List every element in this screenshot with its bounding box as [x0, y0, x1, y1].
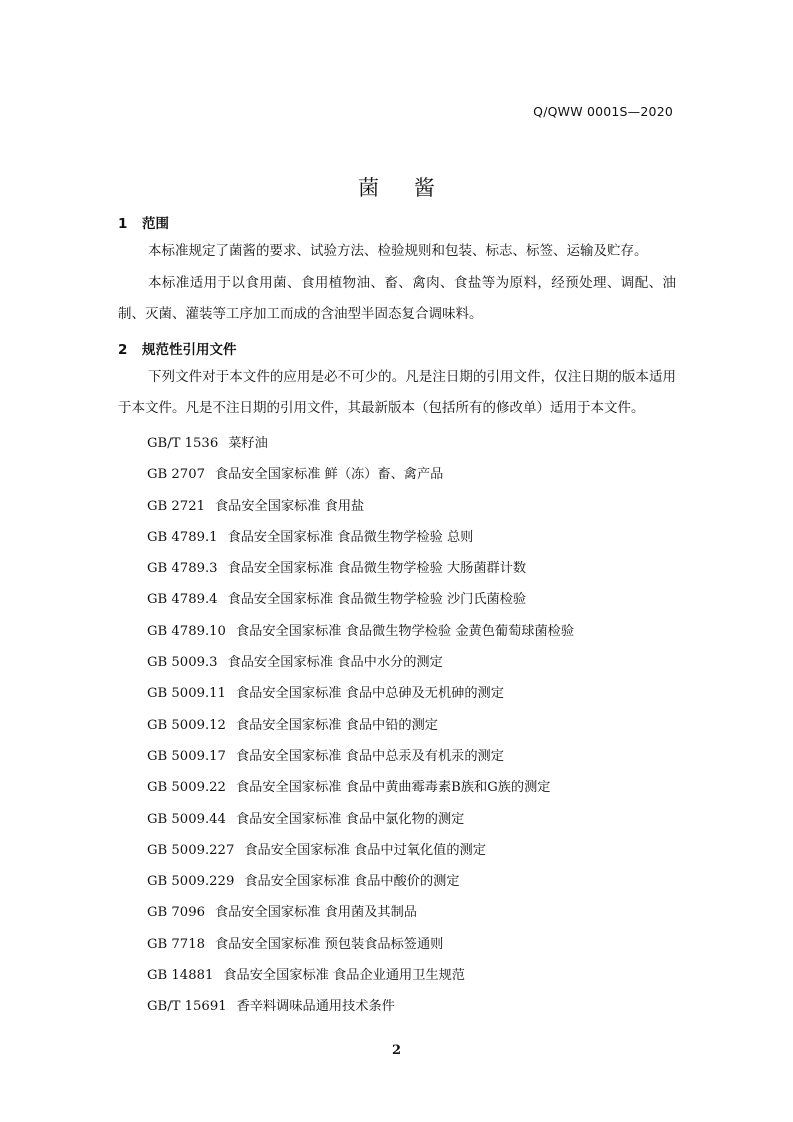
section-2-number: 2 [118, 342, 128, 358]
reference-title: 香辛料调味品通用技术条件 [236, 999, 395, 1015]
section-1-heading [118, 212, 169, 232]
reference-item [147, 522, 574, 553]
reference-title: 食品安全国家标准 食品中铅的测定 [235, 717, 438, 733]
reference-item [147, 991, 574, 1022]
reference-code: GB 7096 [147, 905, 205, 921]
reference-title: 菜籽油 [228, 436, 268, 451]
reference-item [147, 804, 574, 835]
reference-title: 食品安全国家标准 鲜（冻）畜、禽产品 [214, 467, 444, 483]
reference-item [147, 960, 574, 991]
reference-title: 食品安全国家标准 食品中黄曲霉毒素B族和G族的测定 [235, 780, 551, 796]
standard-code: Q/QWW 0001S—2020 [533, 104, 673, 119]
reference-item [147, 584, 574, 615]
page-number: 2 [391, 1043, 402, 1058]
document-title [0, 172, 793, 202]
reference-code: GB 4789.4 [147, 592, 218, 608]
reference-title: 食品安全国家标准 食品微生物学检验 沙门氏菌检验 [227, 592, 527, 608]
reference-code: GB 5009.44 [147, 811, 226, 827]
reference-code: GB 7718 [147, 936, 205, 952]
reference-code: GB 14881 [147, 968, 214, 984]
reference-code: GB 5009.22 [147, 780, 226, 796]
reference-title: 食品安全国家标准 食品微生物学检验 总则 [227, 529, 474, 545]
reference-item [147, 710, 574, 741]
title-char-1: 菌 [358, 176, 380, 200]
reference-item [147, 491, 574, 522]
reference-code: GB/T 15691 [147, 999, 227, 1015]
reference-title: 食品安全国家标准 食品企业通用卫生规范 [223, 968, 465, 984]
reference-title: 食品安全国家标准 食品微生物学检验 大肠菌群计数 [227, 561, 527, 577]
section-1-paragraph-1: 本标准规定了菌酱的要求、试验方法、检验规则和包装、标志、标签、运输及贮存。 [148, 243, 648, 259]
section-1-number: 1 [118, 216, 128, 232]
reference-item [147, 678, 574, 709]
reference-item [147, 897, 574, 928]
reference-code: GB 4789.1 [147, 529, 218, 545]
reference-title: 食品安全国家标准 食品中氯化物的测定 [235, 811, 465, 827]
section-1-paragraph-2: 本标准适用于以食用菌、食用植物油、畜、禽肉、食盐等为原料，经预处理、调配、油制、灭菌、灌装等工序加工而成的含油型半固态复合调味料。 [118, 275, 676, 322]
reference-code: GB 4789.10 [147, 623, 226, 639]
reference-item [147, 553, 574, 584]
reference-item [147, 741, 574, 772]
reference-item [147, 459, 574, 490]
reference-title: 食品安全国家标准 食品中水分的测定 [227, 655, 443, 671]
reference-code: GB 5009.3 [147, 655, 218, 671]
reference-title: 食品安全国家标准 预包装食品标签通则 [214, 936, 444, 952]
reference-item [147, 616, 574, 647]
reference-code: GB 5009.11 [147, 686, 226, 702]
reference-title: 食品安全国家标准 食品中总砷及无机砷的测定 [235, 686, 504, 702]
reference-item [147, 772, 574, 803]
reference-code: GB 5009.12 [147, 717, 226, 733]
reference-title: 食品安全国家标准 食品微生物学检验 金黄色葡萄球菌检验 [235, 623, 575, 639]
reference-title: 食品安全国家标准 食用菌及其制品 [214, 905, 417, 921]
reference-item [147, 835, 574, 866]
section-2-intro: 下列文件对于本文件的应用是必不可少的。凡是注日期的引用文件，仅注日期的版本适用于本文件。凡是不注日期的引用文件，其最新版本（包括所有的修改单）适用于本文件。 [118, 369, 676, 416]
section-2-title: 规范性引用文件 [142, 342, 237, 358]
reference-code: GB 5009.229 [147, 874, 235, 890]
reference-code: GB 5009.227 [147, 842, 235, 858]
reference-item [147, 929, 574, 960]
reference-code: GB 5009.17 [147, 748, 226, 764]
reference-title: 食品安全国家标准 食品中总汞及有机汞的测定 [235, 748, 504, 764]
reference-code: GB 2721 [147, 498, 205, 514]
title-char-2: 酱 [413, 176, 435, 200]
reference-item [147, 428, 574, 459]
reference-code: GB/T 1536 [147, 436, 219, 451]
reference-code: GB 4789.3 [147, 561, 218, 577]
reference-title: 食品安全国家标准 食品中酸价的测定 [244, 874, 460, 890]
reference-code: GB 2707 [147, 467, 205, 483]
reference-title: 食品安全国家标准 食用盐 [214, 498, 365, 514]
section-1-title: 范围 [142, 216, 169, 232]
section-2-heading [118, 338, 237, 358]
reference-item [147, 647, 574, 678]
reference-list [147, 428, 574, 1023]
reference-item [147, 866, 574, 897]
reference-title: 食品安全国家标准 食品中过氧化值的测定 [244, 842, 486, 858]
